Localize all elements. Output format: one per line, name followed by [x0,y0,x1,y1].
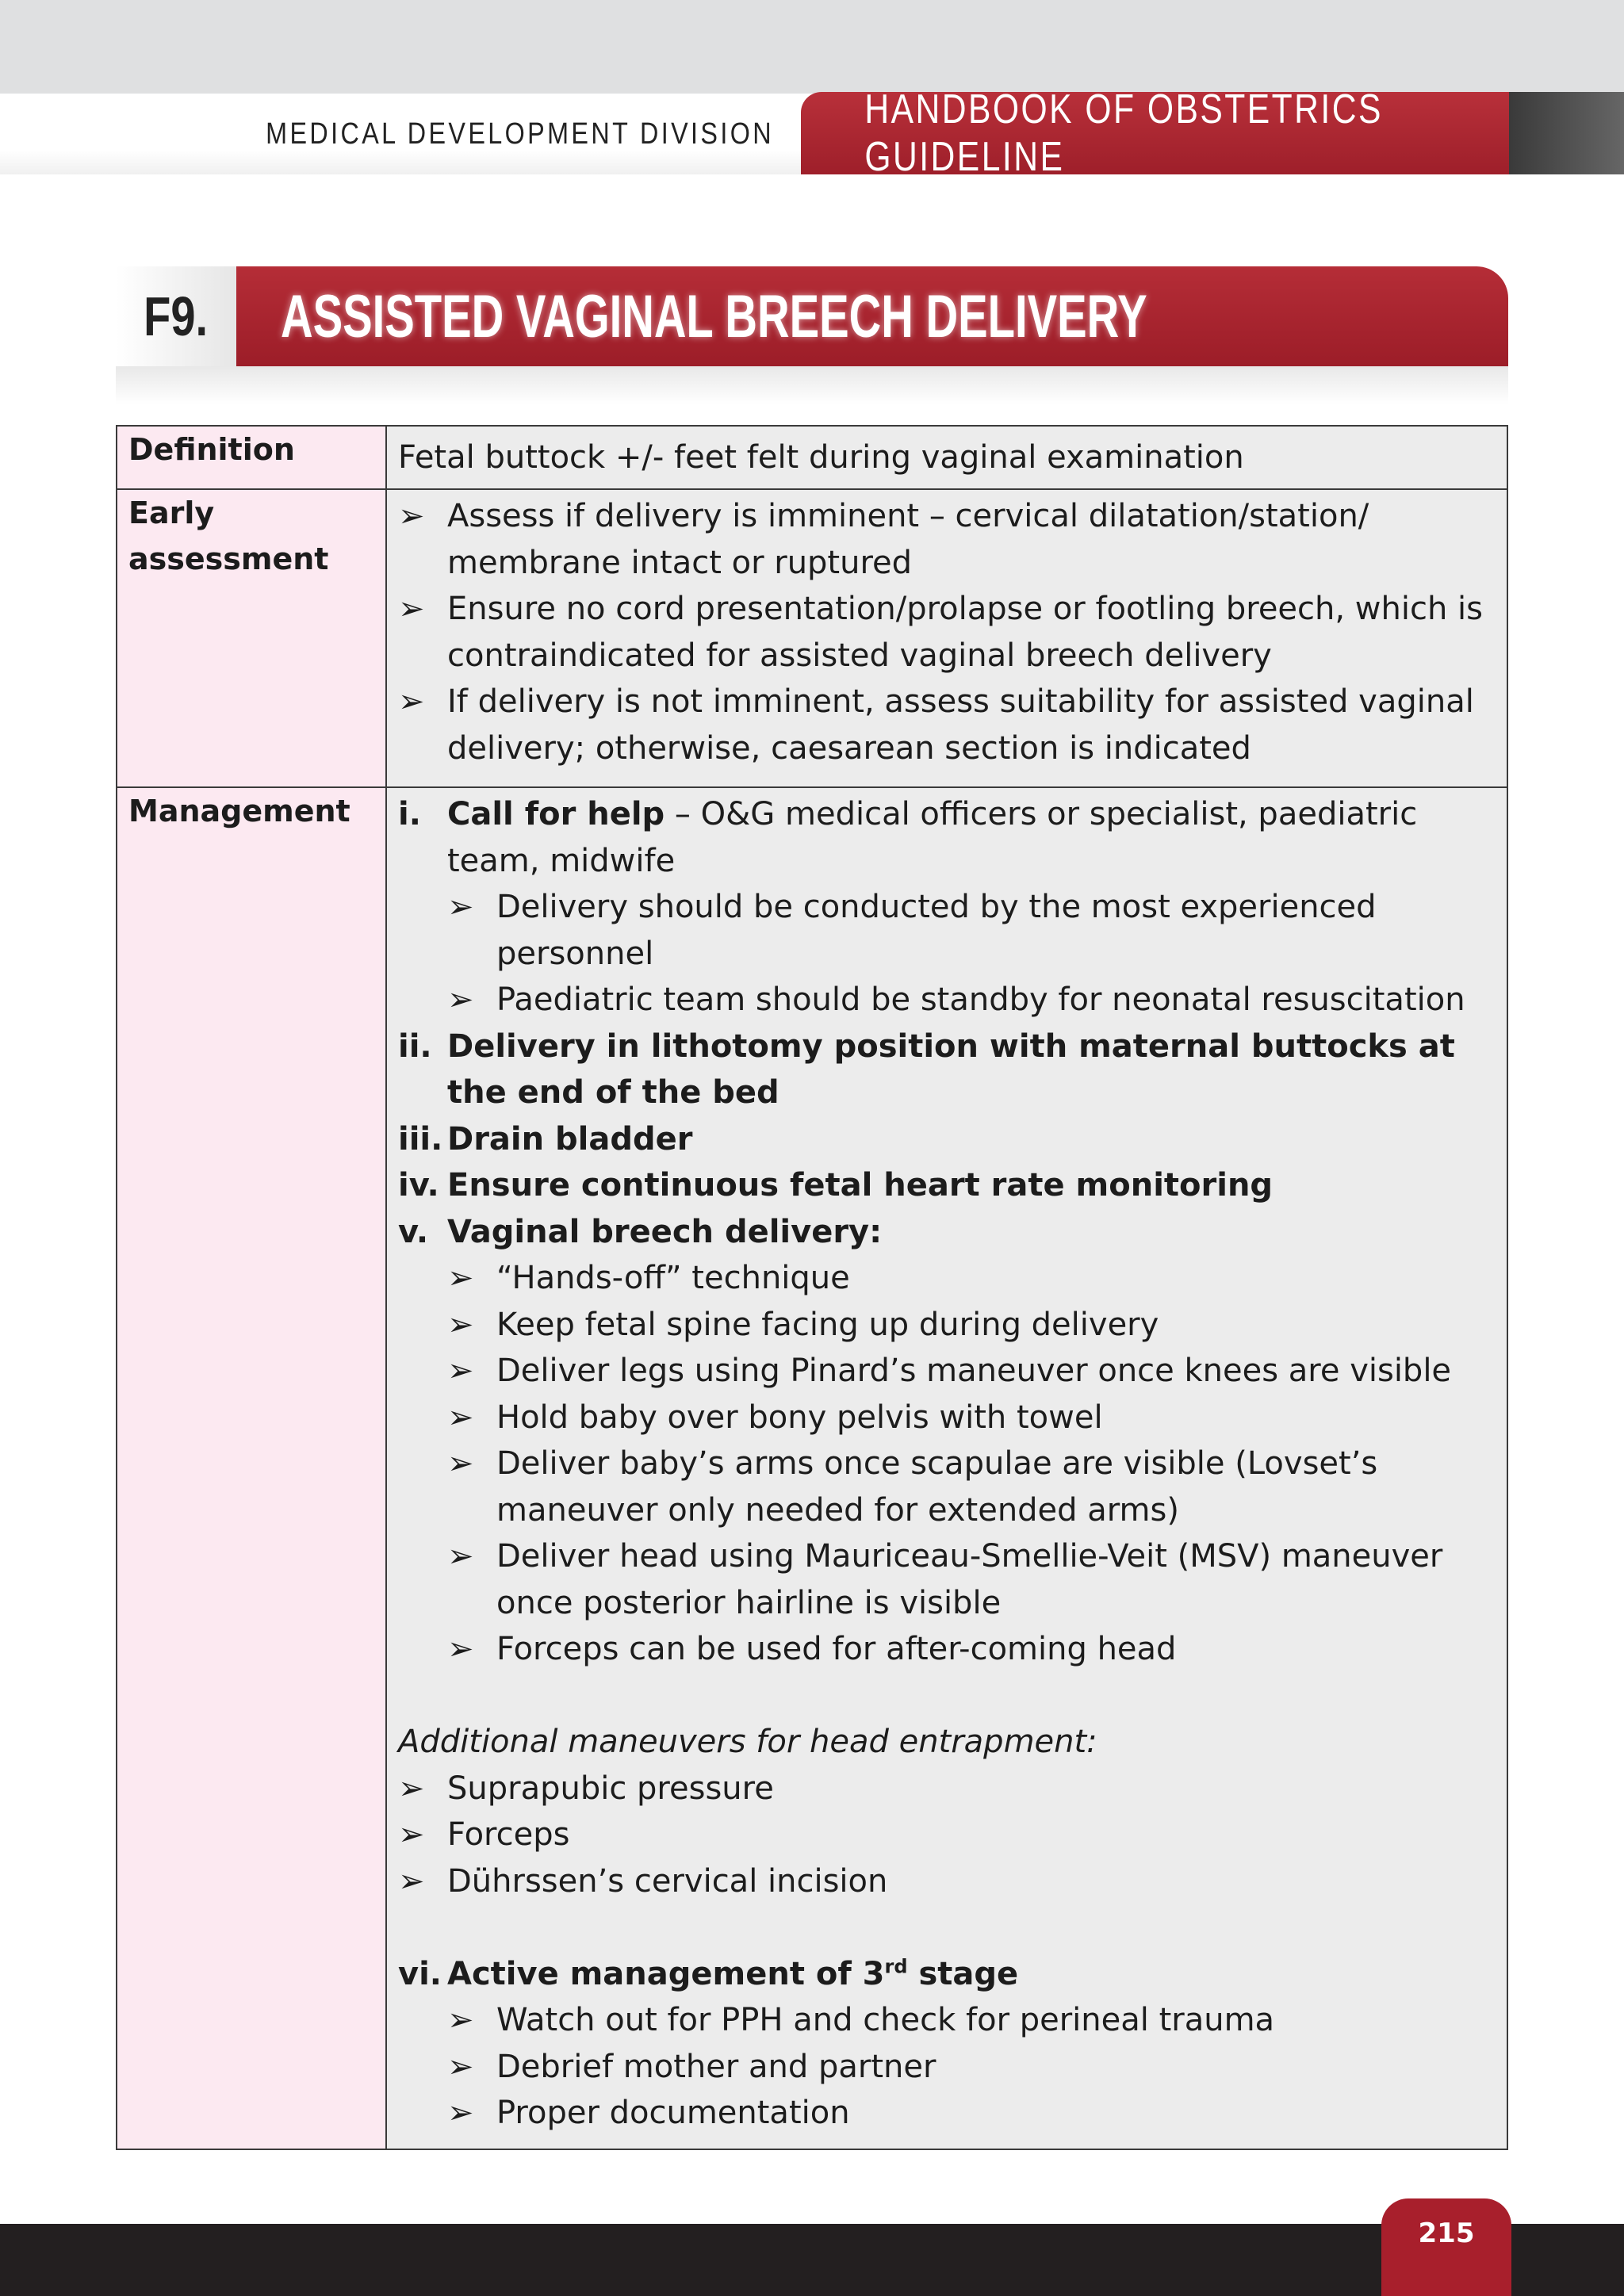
call-help-item-2: Paediatric team should be standby for neonatal resuscitation [496,982,1465,1018]
step-title: Drain bladder [447,1120,693,1158]
list-item [398,586,1496,679]
bullet-arrow-icon: ➢ [447,1260,474,1296]
list-item [398,884,1496,977]
step-title-part: stage [907,1955,1019,1992]
header-dark-tab [1509,92,1624,174]
definition-text: Fetal buttock +/- feet felt during vaginal examination [386,426,1507,489]
bullet-arrow-icon: ➢ [398,683,425,720]
list-item [398,1395,1496,1441]
step-call-for-help [398,791,1496,884]
header-handbook-title: HANDBOOK OF OBSTETRICS GUIDELINE [864,86,1383,180]
bullet-arrow-icon: ➢ [447,2002,474,2038]
list-item [398,1533,1496,1626]
early-item-2: Ensure no cord presentation/prolapse or footling breech, which is contraindicated for assisted vaginal breech delivery [447,591,1483,674]
table-row-management [117,787,1507,2149]
step-title: Call for help [447,796,665,832]
management-content [386,787,1507,2149]
section-number-box [116,266,236,366]
step-title [447,1951,1496,1998]
third-stage-item-1: Watch out for PPH and check for perineal trauma [496,2002,1275,2038]
bullet-arrow-icon: ➢ [447,1306,474,1343]
breech-item-3: Deliver legs using Pinard’s maneuver once knees are visible [496,1353,1452,1389]
step-number: ii. [398,1027,432,1065]
step-title: Ensure continuous fetal heart rate monitoring [447,1167,1274,1203]
bullet-arrow-icon: ➢ [398,1770,425,1807]
step-drain-bladder [398,1116,1496,1163]
step-detail: – O&G medical officers or specialist, paediatric team, midwife [447,796,1418,879]
breech-item-6: Deliver head using Mauriceau-Smellie-Veit (MSV) maneuver once posterior hairline is visible [496,1538,1443,1621]
bullet-arrow-icon: ➢ [447,1399,474,1436]
step-vaginal-breech-delivery [398,1209,1496,1256]
call-help-item-1: Delivery should be conducted by the most experienced personnel [496,889,1377,972]
definition-label: Definition [117,426,386,489]
spacer [398,1904,1496,1951]
management-label: Management [117,787,386,2149]
list-item [398,1812,1496,1858]
step-number: v. [398,1213,429,1250]
section-title: ASSISTED VAGINAL BREECH DELIVERY [281,282,1147,350]
additional-item-1: Suprapubic pressure [447,1770,774,1807]
list-item [398,1302,1496,1349]
breech-item-4: Hold baby over bony pelvis with towel [496,1399,1103,1436]
list-item [398,1348,1496,1395]
bullet-arrow-icon: ➢ [398,498,425,534]
step-title-part: Active management of 3 [447,1955,885,1992]
bullet-arrow-icon: ➢ [447,1353,474,1389]
section-title-banner [236,266,1508,366]
bullet-arrow-icon: ➢ [398,1862,425,1900]
list-item [398,1255,1496,1302]
additional-maneuvers-heading: Additional maneuvers for head entrapment: [398,1724,1097,1760]
step-title: Vaginal breech delivery: [447,1213,883,1250]
header-handbook-banner [801,86,1509,180]
list-item [398,1766,1496,1812]
top-band [0,0,1624,94]
early-item-3: If delivery is not imminent, assess suitability for assisted vaginal delivery; otherwise, caesarean section is indicated [447,683,1474,767]
page-number: 215 [1381,2198,1511,2296]
step-lithotomy [398,1024,1496,1116]
additional-item-2: Forceps [447,1816,570,1853]
third-stage-item-2: Debrief mother and partner [496,2048,936,2085]
guideline-table [116,425,1508,2150]
step-number: i. [398,796,421,832]
list-item [398,679,1496,771]
header-division: MEDICAL DEVELOPMENT DIVISION [266,117,775,151]
breech-item-1: “Hands-off” technique [496,1260,850,1296]
bullet-arrow-icon: ➢ [398,1816,425,1853]
step-active-management [398,1951,1496,1998]
list-item [398,2090,1496,2137]
list-item [398,493,1496,586]
breech-item-2: Keep fetal spine facing up during delivery [496,1306,1159,1343]
step-number: iv. [398,1167,439,1203]
step-fhr-monitoring [398,1162,1496,1209]
bullet-arrow-icon: ➢ [447,1445,474,1482]
step-number: vi. [398,1955,442,1992]
title-shadow [116,366,1508,404]
bullet-arrow-icon: ➢ [447,889,474,925]
ordinal-suffix: rd [884,1955,908,1978]
list-item [398,977,1496,1024]
early-label-line2: assessment [128,541,329,576]
list-item [398,1997,1496,2044]
early-label-line1: Early [128,496,215,530]
bullet-arrow-icon: ➢ [398,591,425,627]
bullet-arrow-icon: ➢ [447,1631,474,1667]
section-number: F9. [144,285,209,347]
list-item [398,1858,1496,1905]
step-number: iii. [398,1120,443,1158]
third-stage-item-3: Proper documentation [496,2095,850,2131]
early-item-1: Assess if delivery is imminent – cervical dilatation/station/ membrane intact or ruptured [447,498,1369,581]
spacer [398,1673,1496,1720]
additional-item-3: Dührssen’s cervical incision [447,1862,888,1900]
breech-item-7: Forceps can be used for after-coming head [496,1631,1177,1667]
early-assessment-label [117,489,386,787]
bullet-arrow-icon: ➢ [447,982,474,1018]
step-title: Delivery in lithotomy position with maternal buttocks at the end of the bed [447,1027,1455,1111]
bullet-arrow-icon: ➢ [447,2048,474,2085]
footer-bar [0,2224,1624,2296]
table-row-early-assessment [117,489,1507,787]
list-item [398,2044,1496,2091]
breech-item-5: Deliver baby’s arms once scapulae are visible (Lovset’s maneuver only needed for extended arms) [496,1445,1378,1529]
table-row-definition [117,426,1507,489]
bullet-arrow-icon: ➢ [447,2095,474,2131]
early-assessment-content [386,489,1507,787]
list-item [398,1441,1496,1533]
bullet-arrow-icon: ➢ [447,1538,474,1575]
list-item [398,1626,1496,1673]
